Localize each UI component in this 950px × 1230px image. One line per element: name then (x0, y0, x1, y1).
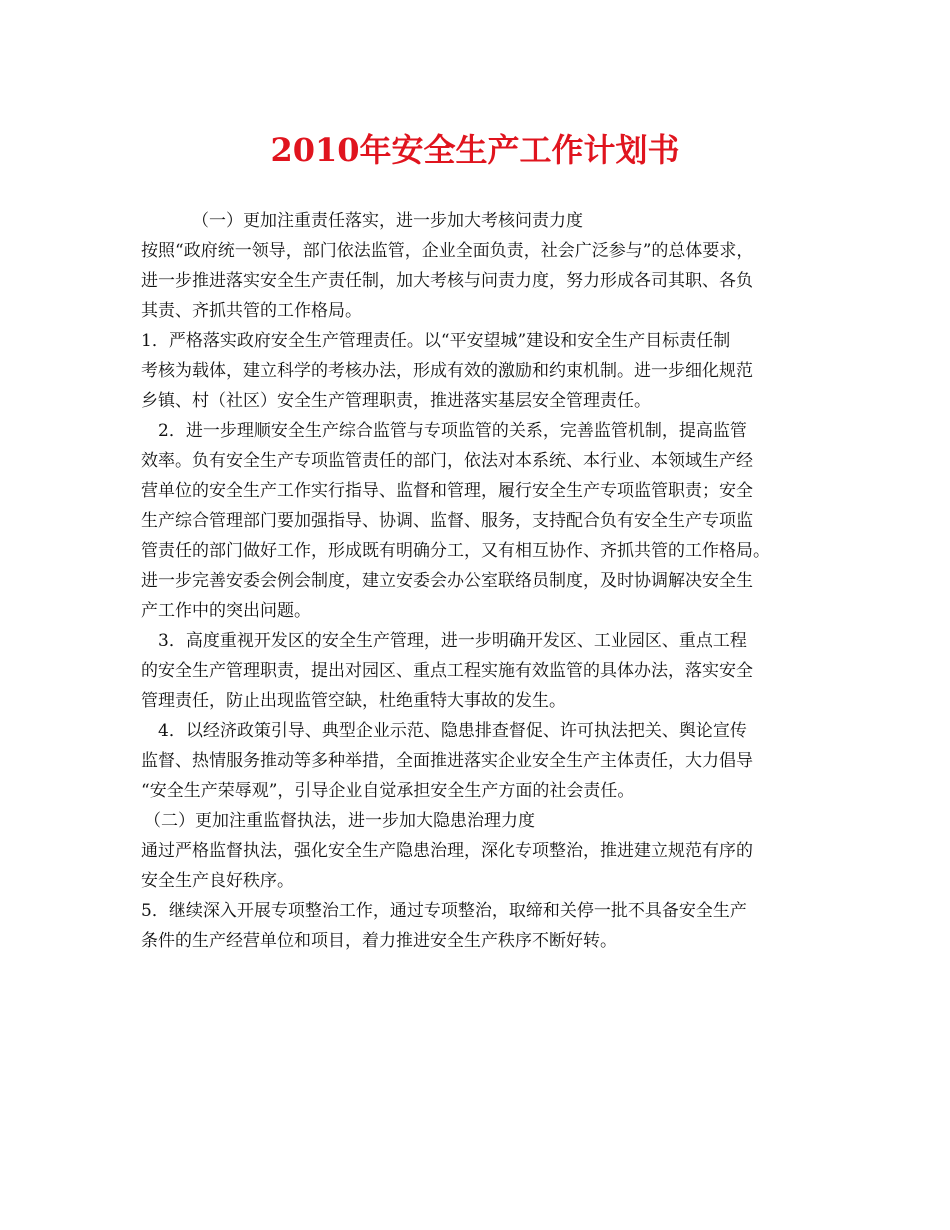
paragraph-line: 生产综合管理部门要加强指导、协调、监督、服务，支持配合负有安全生产专项监 (141, 511, 753, 531)
paragraph-line: 管理责任，防止出现监管空缺，杜绝重特大事故的发生。 (141, 691, 566, 711)
paragraph-line: 的安全生产管理职责，提出对园区、重点工程实施有效监管的具体办法，落实安全 (141, 661, 753, 681)
paragraph-line: 产工作中的突出问题。 (141, 601, 311, 621)
paragraph-line: 监督、热情服务推动等多种举措，全面推进落实企业安全生产主体责任，大力倡导 (141, 751, 753, 771)
paragraph-line: 营单位的安全生产工作实行指导、监督和管理，履行安全生产专项监管职责；安全 (141, 481, 753, 501)
item-2-line: 2．进一步理顺安全生产综合监管与专项监管的关系，完善监管机制，提高监管 (158, 421, 747, 441)
section-heading-2: （二）更加注重监督执法，进一步加大隐患治理力度 (144, 811, 535, 831)
paragraph-line: 条件的生产经营单位和项目，着力推进安全生产秩序不断好转。 (141, 931, 617, 951)
paragraph-line: 效率。负有安全生产专项监管责任的部门，依法对本系统、本行业、本领域生产经 (141, 451, 753, 471)
paragraph-line: 安全生产良好秩序。 (141, 871, 294, 891)
paragraph-line: 管责任的部门做好工作，形成既有明确分工，又有相互协作、齐抓共管的工作格局。 (141, 541, 770, 561)
paragraph-line: 进一步推进落实安全生产责任制，加大考核与问责力度，努力形成各司其职、各负 (141, 271, 753, 291)
item-1-line: 1．严格落实政府安全生产管理责任。以“平安望城”建设和安全生产目标责任制 (141, 331, 731, 351)
item-5-line: 5．继续深入开展专项整治工作，通过专项整治，取缔和关停一批不具备安全生产 (141, 901, 747, 921)
section-heading-1: （一）更加注重责任落实，进一步加大考核问责力度 (192, 211, 583, 231)
paragraph-line: 通过严格监督执法，强化安全生产隐患治理，深化专项整治，推进建立规范有序的 (141, 841, 753, 861)
paragraph-line: 按照“政府统一领导，部门依法监管，企业全面负责，社会广泛参与”的总体要求， (141, 241, 754, 261)
paragraph-line: “安全生产荣辱观”，引导企业自觉承担安全生产方面的社会责任。 (141, 781, 635, 801)
paragraph-line: 进一步完善安委会例会制度，建立安委会办公室联络员制度，及时协调解决安全生 (141, 571, 753, 591)
document-body (141, 206, 821, 956)
document-title: 2010年安全生产工作计划书 (270, 131, 680, 169)
item-3-line: 3．高度重视开发区的安全生产管理，进一步明确开发区、工业园区、重点工程 (158, 631, 747, 651)
item-4-line: 4．以经济政策引导、典型企业示范、隐患排查督促、许可执法把关、舆论宣传 (158, 721, 747, 741)
paragraph-line: 考核为载体，建立科学的考核办法，形成有效的激励和约束机制。进一步细化规范 (141, 361, 753, 381)
paragraph-line: 乡镇、村（社区）安全生产管理职责，推进落实基层安全管理责任。 (141, 391, 651, 411)
paragraph-line: 其责、齐抓共管的工作格局。 (141, 301, 362, 321)
